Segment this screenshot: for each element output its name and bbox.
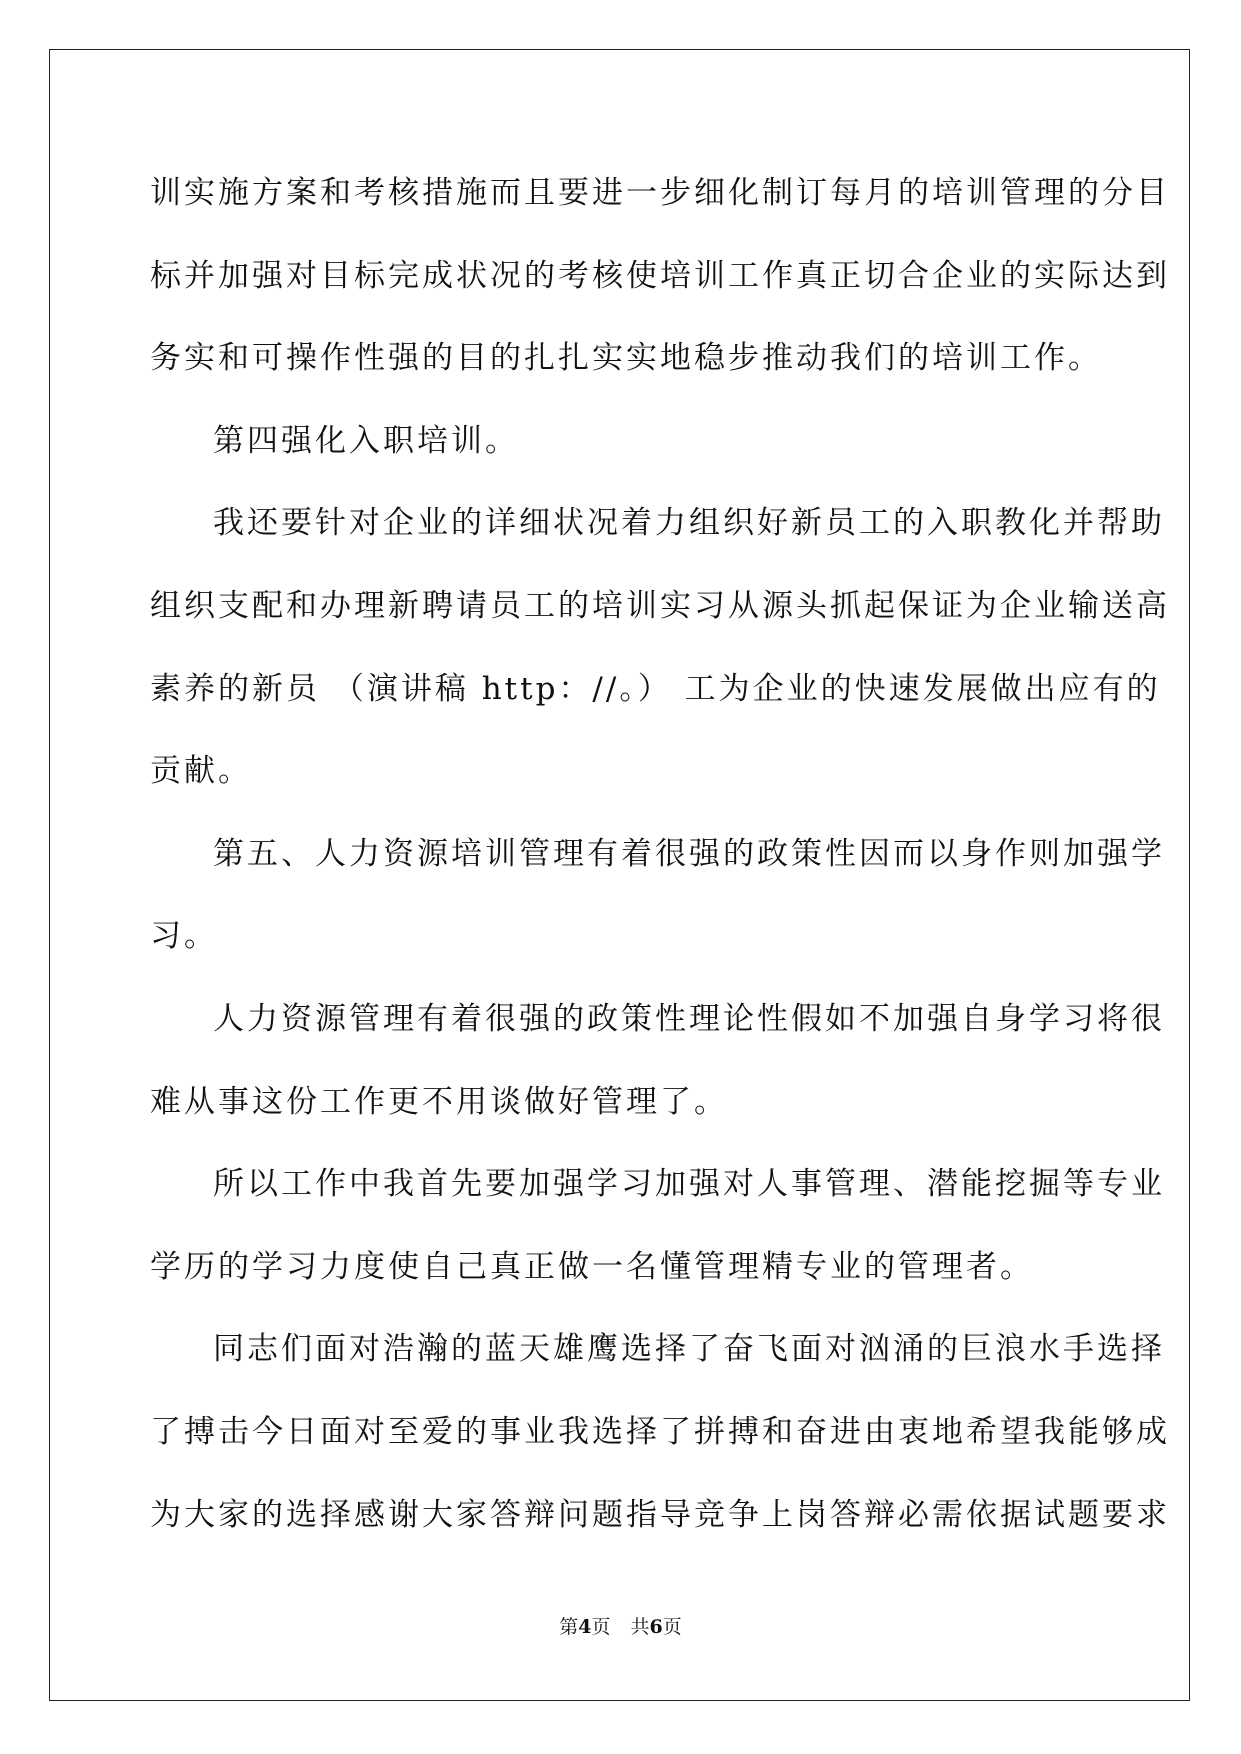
text-line: 第五、人力资源培训管理有着很强的政策性因而以身作则加强学	[213, 835, 1165, 872]
text-line: 同志们面对浩瀚的蓝天雄鹰选择了奋飞面对汹涌的巨浪水手选择	[213, 1331, 1165, 1368]
text-line: 了搏击今日面对至爱的事业我选择了拼搏和奋进由衷地希望我能够成	[150, 1413, 1170, 1450]
total-page-count: 6	[649, 1616, 663, 1638]
text-line: 难从事这份工作更不用谈做好管理了。	[150, 1083, 728, 1120]
text-line: 学历的学习力度使自己真正做一名懂管理精专业的管理者。	[150, 1248, 1034, 1285]
text-line: 训实施方案和考核措施而且要进一步细化制订每月的培训管理的分目	[150, 175, 1170, 211]
page-suffix: 页	[591, 1616, 611, 1638]
page-prefix: 第	[559, 1616, 579, 1638]
text-line: 人力资源管理有着很强的政策性理论性假如不加强自身学习将很	[213, 1000, 1165, 1037]
document-body	[150, 152, 1170, 1556]
text-line: 我还要针对企业的详细状况着力组织好新员工的入职教化并帮助	[213, 505, 1165, 542]
text-line: 习。	[150, 918, 218, 955]
current-page-number: 4	[578, 1616, 592, 1638]
total-prefix: 共	[630, 1616, 650, 1638]
text-line: 第四强化入职培训。	[213, 422, 519, 459]
text-line: 为大家的选择感谢大家答辩问题指导竞争上岗答辩必需依据试题要求	[150, 1496, 1170, 1533]
text-line: 务实和可操作性强的目的扎扎实实地稳步推动我们的培训工作。	[150, 340, 1102, 377]
text-line: 素养的新员 （演讲稿 http：//。） 工为企业的快速发展做出应有的	[150, 670, 1161, 707]
text-line: 组织支配和办理新聘请员工的培训实习从源头抓起保证为企业输送高	[150, 587, 1170, 624]
page-footer	[0, 1614, 1241, 1640]
text-line: 标并加强对目标完成状况的考核使培训工作真正切合企业的实际达到	[150, 257, 1170, 294]
text-line: 贡献。	[150, 753, 252, 790]
text-line: 所以工作中我首先要加强学习加强对人事管理、潜能挖掘等专业	[213, 1166, 1165, 1203]
total-suffix: 页	[662, 1616, 682, 1638]
